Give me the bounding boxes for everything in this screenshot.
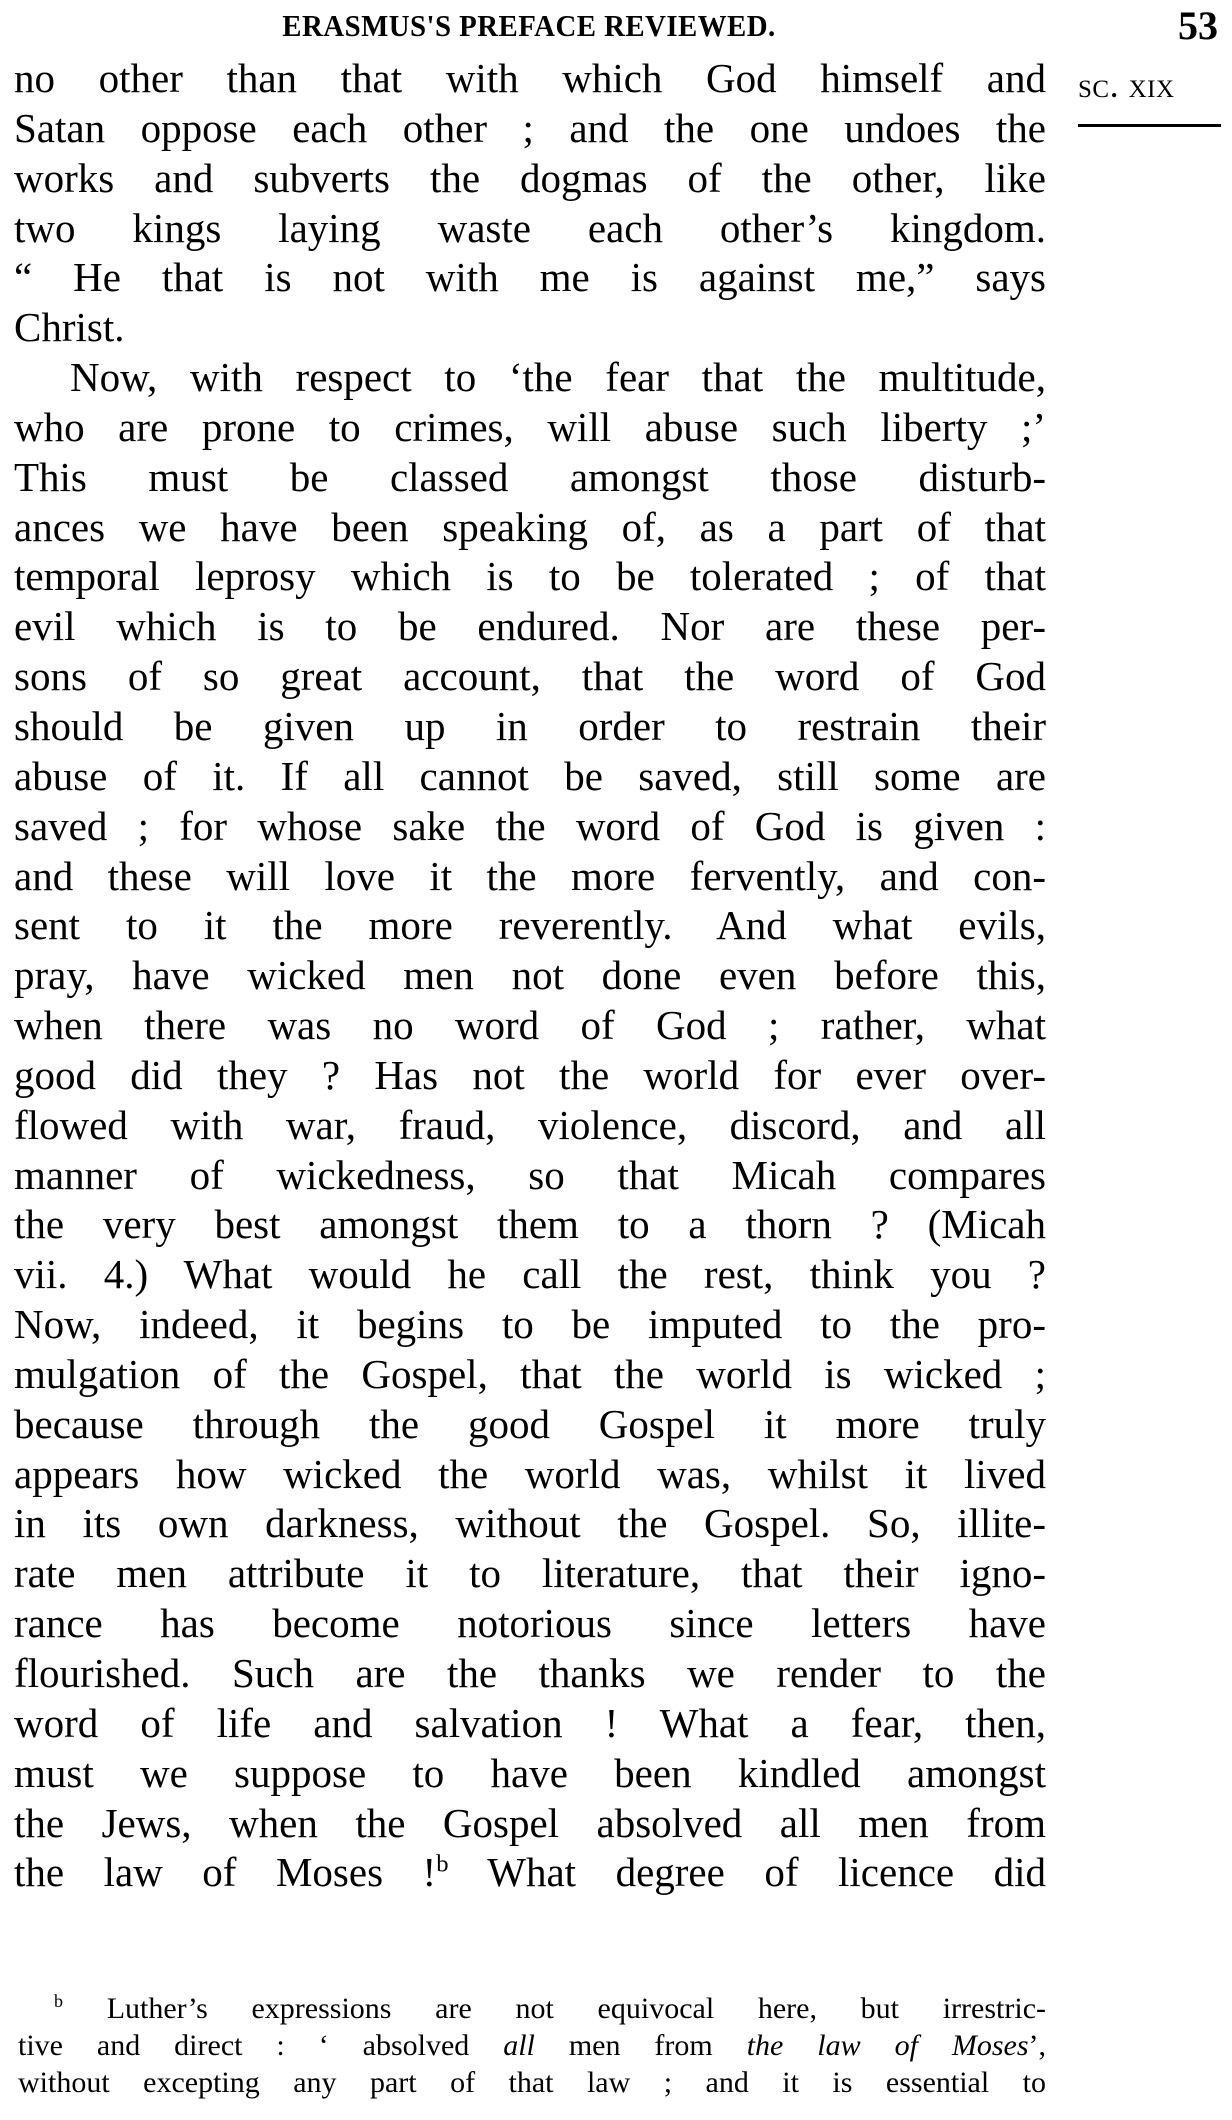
text-line: Satan oppose each other ; and the one undoes the [14, 104, 1046, 151]
text-line: two kings laying waste each other’s kingdom. [14, 204, 1046, 251]
footnote-line: without excepting any part of that law ; and it is essential to [18, 2066, 1046, 2099]
text-line: flowed with war, fraud, violence, discord, and all [14, 1101, 1046, 1148]
margin-note [1078, 60, 1223, 127]
page-number: 53 [1178, 3, 1218, 48]
body-text [14, 54, 1046, 1898]
text-line: Now, indeed, it begins to be imputed to the pro- [14, 1301, 1046, 1348]
text-line: no other than that with which God himself and [14, 55, 1046, 101]
text-line: must we suppose to have been kindled amongst [14, 1749, 1046, 1796]
text-line: temporal leprosy which is to be tolerated ; of that [14, 553, 1046, 600]
text-line: sons of so great account, that the word of God [14, 653, 1046, 700]
text-line-with-footnote-ref [14, 1848, 1046, 1898]
text-line: vii. 4.) What would he call the rest, think you ? [14, 1251, 1046, 1298]
footnote-italic: all [503, 2029, 535, 2062]
footnote-text: Luther’s expressions are not equivocal here, but irrestric- [63, 1992, 1046, 2025]
text-line: flourished. Such are the thanks we render to the [14, 1650, 1046, 1696]
text-line: pray, have wicked men not done even before this, [14, 952, 1046, 999]
text-line: rate men attribute it to literature, that their igno- [14, 1550, 1046, 1597]
running-title: ERASMUS'S PREFACE REVIEWED. [282, 8, 776, 43]
text-line: abuse of it. If all cannot be saved, still some are [14, 752, 1046, 799]
text-line: rance has become notorious since letters have [14, 1600, 1046, 1647]
text-line: in its own darkness, without the Gospel. So, illite- [14, 1500, 1046, 1547]
text-line: word of life and salvation ! What a fear, then, [14, 1699, 1046, 1746]
footnote-line [18, 1990, 1046, 2027]
text-line: Now, with respect to ‘the fear that the multitude, [70, 354, 1046, 401]
text-segment: the law of Moses ! [14, 1849, 437, 1896]
text-line: who are prone to crimes, will abuse such liberty ;’ [14, 403, 1046, 450]
footnote-marker: b [54, 1991, 63, 2012]
text-line: evil which is to be endured. Nor are these per- [14, 603, 1046, 650]
text-line: good did they ? Has not the world for ever over- [14, 1051, 1046, 1098]
text-line: “ He that is not with me is against me,” says [14, 254, 1046, 301]
text-line: This must be classed amongst those disturb- [14, 453, 1046, 500]
text-line: because through the good Gospel it more truly [14, 1400, 1046, 1447]
text-line: sent to it the more reverently. And what evils, [14, 902, 1046, 949]
footnote-reference[interactable]: b [436, 1850, 449, 1878]
text-line: saved ; for whose sake the word of God is given : [14, 802, 1046, 849]
text-line: Christ. [14, 304, 125, 351]
text-line: should be given up in order to restrain their [14, 702, 1046, 749]
text-line: ances we have been speaking of, as a part of that [14, 503, 1046, 550]
text-line: manner of wickedness, so that Micah compares [14, 1151, 1046, 1198]
footnote-italic: the law of Moses [746, 2029, 1029, 2062]
text-line: mulgation of the Gospel, that the world is wicked ; [14, 1350, 1046, 1397]
text-line: and these will love it the more fervently, and con- [14, 852, 1046, 899]
footnote-text: tive and direct : ‘ absolved [18, 2029, 504, 2062]
section-label: sc. xix [1078, 65, 1175, 105]
text-line: the Jews, when the Gospel absolved all men from [14, 1799, 1046, 1846]
text-line: the very best amongst them to a thorn ? (Micah [14, 1201, 1046, 1248]
text-line: appears how wicked the world was, whilst it lived [14, 1450, 1046, 1497]
text-line: when there was no word of God ; rather, what [14, 1002, 1046, 1049]
margin-rule-divider [1078, 124, 1221, 127]
footnote-line [18, 2027, 1046, 2064]
footnote-text: men from [534, 2029, 747, 2062]
footnote-b [18, 1990, 1046, 2101]
footnote-text: ’, [1028, 2029, 1046, 2062]
text-segment: What degree of licence did [448, 1849, 1046, 1896]
text-line: works and subverts the dogmas of the other, like [14, 154, 1046, 201]
